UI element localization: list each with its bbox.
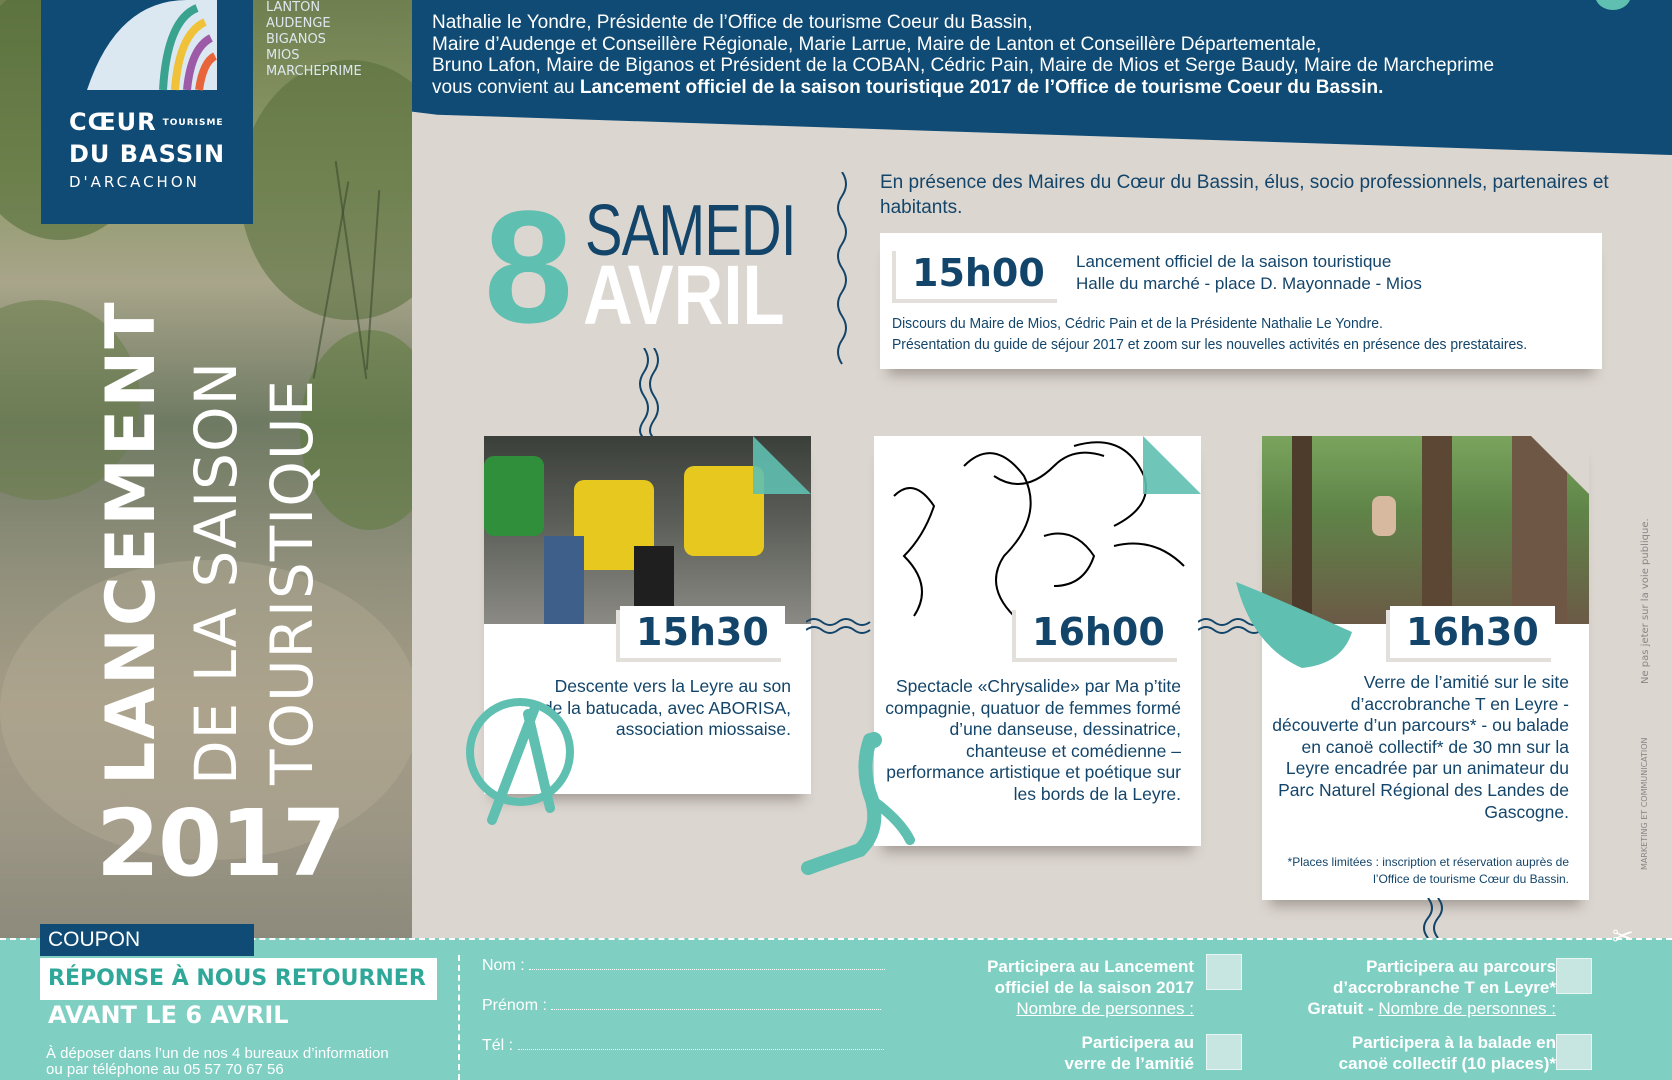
coupon-tab: COUPON (40, 924, 254, 956)
firstname-label: Prénom : (482, 997, 547, 1014)
coupon-info-line: ou par téléphone au 05 57 70 67 56 (46, 1061, 284, 1078)
name-input-line[interactable] (529, 958, 885, 970)
page-fold-icon (1143, 436, 1201, 494)
date-day-number: 8 (484, 177, 569, 356)
title-lancement: LANCEMENT (92, 300, 171, 785)
logo-word-arcachon: D'ARCACHON (69, 173, 200, 191)
checkbox-canoe[interactable] (1556, 1034, 1592, 1070)
town-item: LANTON (266, 0, 321, 15)
brand-logo[interactable] (41, 0, 253, 224)
name-field[interactable] (482, 957, 885, 975)
option-verre-amitie (1065, 1032, 1194, 1074)
event-time: 16h30 (1390, 606, 1555, 658)
drumsticks-icon (462, 690, 582, 830)
event-time: 16h00 (1016, 606, 1181, 658)
phone-field[interactable] (482, 1037, 884, 1055)
phone-label: Tél : (482, 1037, 514, 1054)
town-item: MARCHEPRIME (266, 64, 362, 79)
name-label: Nom : (482, 957, 525, 974)
scissors-icon: ✂ (1612, 922, 1634, 952)
town-item: BIGANOS (266, 32, 326, 47)
event-description: Verre de l’amitié sur le site d’accrobranche T en Leyre - découverte d’un parcours* - ou balade en canoë collectif* de 30 mn sur la Leyre encadrée par un animateur du Parc Naturel Régional des Landes de Gascogne. (1272, 672, 1569, 822)
main-event-title: Lancement officiel de la saison touristique (1076, 252, 1392, 271)
option-text: Participera à la balade en (1351, 1033, 1556, 1052)
coupon-info (46, 1046, 389, 1078)
checkbox-verre-amitie[interactable] (1206, 1034, 1242, 1070)
event-description: Descente vers la Leyre au son de la batucada, avec ABORISA, association miossaise. (542, 676, 791, 740)
firstname-input-line[interactable] (551, 998, 881, 1010)
option-text: d’accrobranche T en Leyre* (1333, 978, 1556, 997)
phone-input-line[interactable] (518, 1038, 884, 1050)
checkbox-accrobranche[interactable] (1556, 958, 1592, 994)
wavy-divider-icon (834, 172, 850, 372)
logo-small-tourisme: TOURISME (162, 118, 224, 128)
option-lancement (987, 956, 1194, 1019)
wavy-connector-icon (636, 348, 664, 438)
main-event-desc-line: Présentation du guide de séjour 2017 et zoom sur les nouvelles activités en présence des prestataires. (892, 336, 1528, 353)
event-time: 15h30 (620, 606, 785, 658)
coupon-info-line: À déposer dans l’un de nos 4 bureaux d’information (46, 1045, 389, 1062)
main-event-description (892, 313, 1527, 355)
coupon-return-label: RÉPONSE À NOUS RETOURNER (40, 958, 437, 1000)
event-card-chrysalide (874, 436, 1201, 846)
main-event-time: 15h00 (896, 247, 1061, 299)
option-text: verre de l’amitié (1064, 1054, 1194, 1073)
event-note: *Places limitées : inscription et réservation auprès de l’Office de tourisme Cœur du Bassin. (1287, 855, 1569, 886)
logo-word-bassin: DU BASSIN (69, 140, 226, 168)
firstname-field[interactable] (482, 997, 881, 1015)
town-list (266, 0, 362, 80)
wave-link-icon (806, 616, 876, 636)
title-de-la-saison: DE LA SAISON (182, 360, 250, 785)
option-text: Participera au (1081, 1033, 1194, 1052)
event-description: Spectacle «Chrysalide» par Ma p’tite compagnie, quatuor de femmes formé d’une danseuse, dessinatrice, chanteuse et comédienne – performance artistique et poétique sur les bords de la Leyre. (885, 676, 1181, 804)
coupon-deadline: AVANT LE 6 AVRIL (48, 1001, 289, 1029)
checkbox-lancement[interactable] (1206, 954, 1242, 990)
invitation-line: Bruno Lafon, Maire de Biganos et Président de la COBAN, Cédric Pain, Maire de Mios et Serge Baudy, Maire de Marcheprime (432, 55, 1495, 76)
town-item: MIOS (266, 48, 300, 63)
main-event-card (880, 233, 1602, 369)
date-weekday: SAMEDI (585, 191, 796, 271)
town-item: AUDENGE (266, 16, 331, 31)
option-canoe (1339, 1032, 1556, 1074)
option-text: Participera au Lancement (987, 957, 1194, 976)
presence-text: En présence des Maires du Cœur du Bassin, élus, socio professionnels, partenaires et habitants. (880, 172, 1609, 218)
side-notice: Ne pas jeter sur la voie publique. (1640, 518, 1651, 684)
logo-arc-icon (77, 0, 217, 100)
option-free-label: Gratuit (1307, 999, 1364, 1018)
title-year: 2017 (96, 790, 345, 897)
invitation-line: Nathalie le Yondre, Présidente de l’Office de tourisme Coeur du Bassin, (432, 12, 1033, 33)
option-text: officiel de la saison 2017 (994, 978, 1194, 997)
option-accrobranche: Participera au parcours d’accrobranche T en Leyre* Gratuit - Nombre de personnes : (1307, 957, 1556, 1018)
option-count-label: Nombre de personnes : (1378, 999, 1556, 1018)
wavy-connector-icon (1420, 898, 1448, 938)
option-text: canoë collectif (10 places)* (1338, 1054, 1556, 1073)
title-touristique: TOURISTIQUE (258, 378, 326, 785)
invitation-line: Maire d’Audenge et Conseillère Régionale, Marie Larrue, Maire de Lanton et Conseillère Départementale, (432, 33, 1322, 55)
canoe-icon (1232, 576, 1362, 672)
page-fold-icon (1531, 436, 1589, 494)
dancer-icon (800, 730, 920, 880)
main-event-desc-line: Discours du Maire de Mios, Cédric Pain et de la Présidente Nathalie Le Yondre. (892, 315, 1383, 332)
page-fold-icon (753, 436, 811, 494)
main-event-info (1076, 251, 1422, 295)
date-month: AVRIL (583, 248, 785, 342)
invitation-highlight: Lancement officiel de la saison touristique 2017 de l’Office de tourisme Coeur du Bassin. (579, 76, 1384, 98)
invitation-line: vous convient au Lancement officiel de la saison touristique 2017 de l’Office de tourisme Coeur du Bassin. (432, 76, 1384, 98)
option-count-label: Nombre de personnes : (1016, 999, 1194, 1018)
logo-word-coeur: CŒUR TOURISME (69, 108, 224, 136)
main-event-location: Halle du marché - place D. Mayonnade - Mios (1076, 274, 1422, 293)
invitation-text (432, 12, 1632, 98)
coupon-separator (458, 955, 460, 1080)
side-credit: MARKETING ET COMMUNICATION (1640, 737, 1649, 870)
option-text: Participera au parcours (1366, 957, 1556, 976)
